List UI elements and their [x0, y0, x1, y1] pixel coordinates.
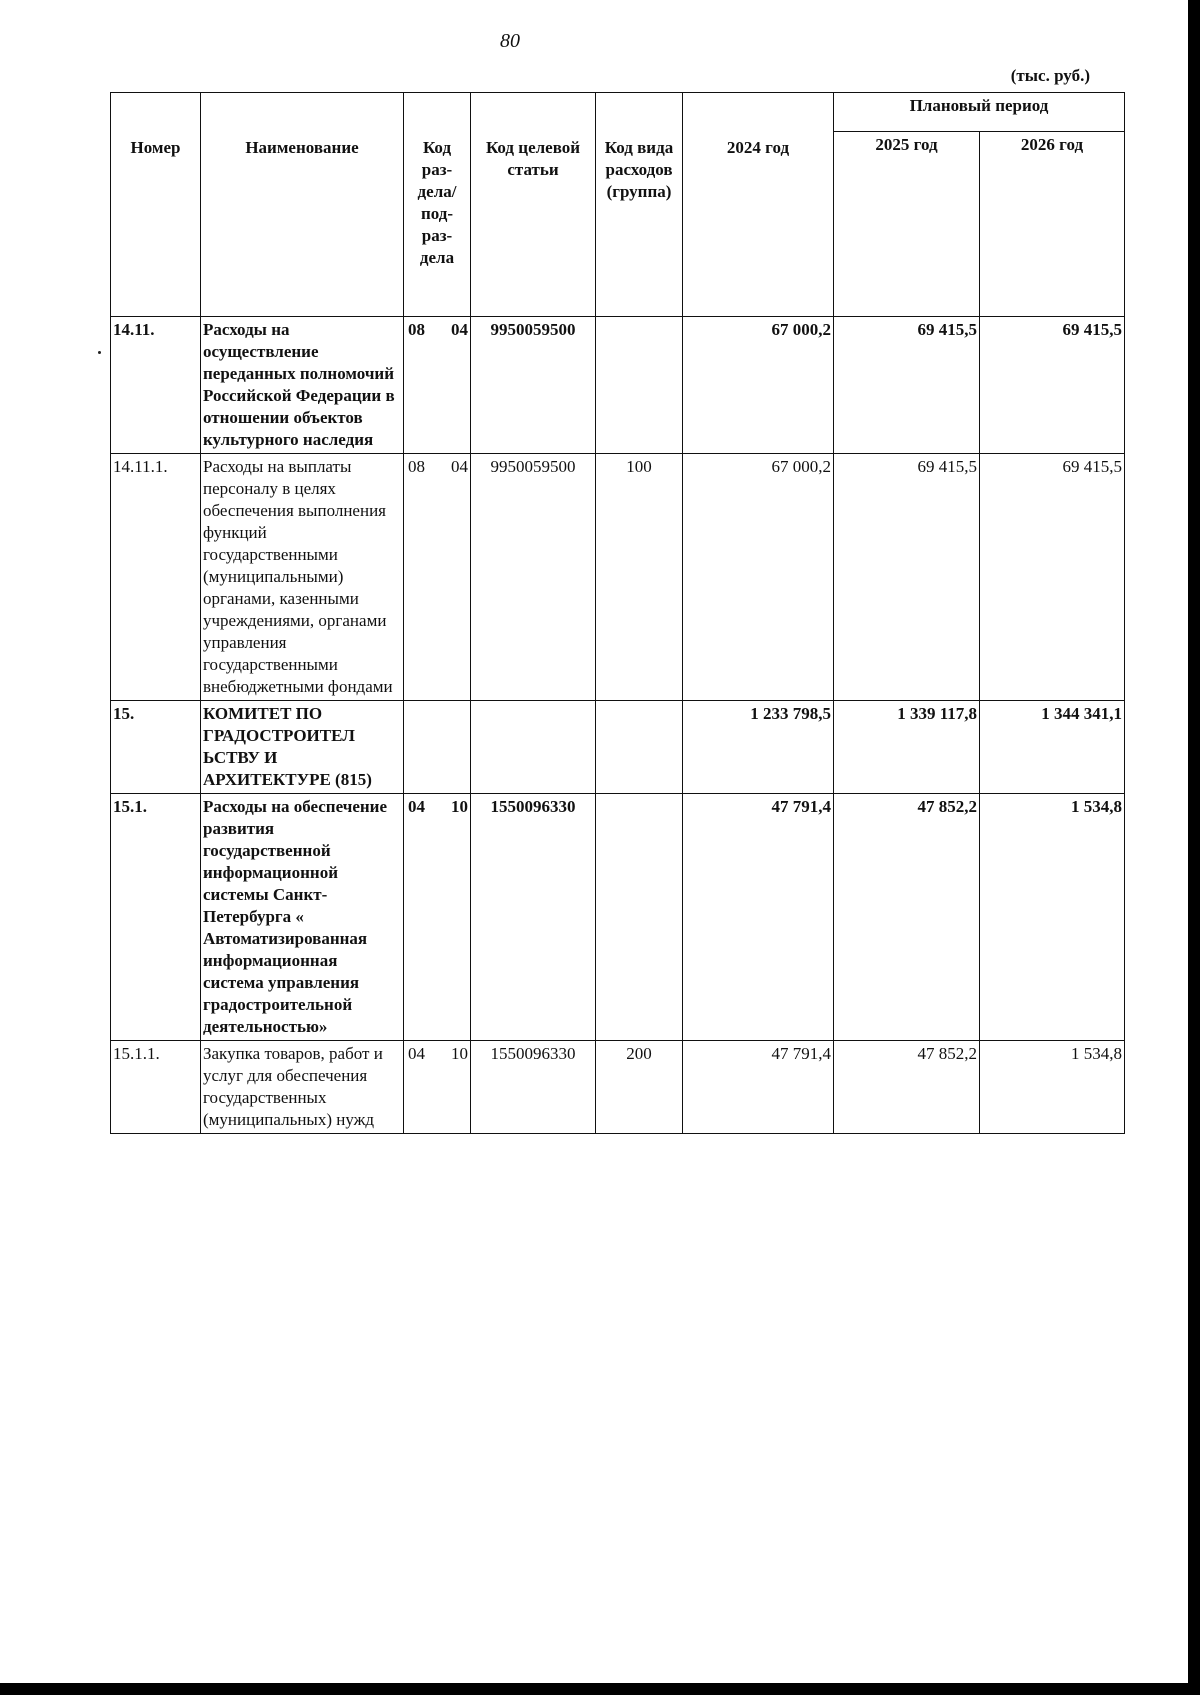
row-target-code: 9950059500: [471, 317, 596, 454]
row-section-code: [404, 701, 471, 794]
scan-border-right: [1188, 0, 1200, 1695]
row-2026: 1 534,8: [980, 794, 1125, 1041]
row-section-code: [404, 1041, 471, 1134]
row-2024: 1 233 798,5: [683, 701, 834, 794]
row-expense-type: 200: [596, 1041, 683, 1134]
row-2025: 47 852,2: [834, 794, 980, 1041]
row-2024: 67 000,2: [683, 454, 834, 701]
row-2024: 67 000,2: [683, 317, 834, 454]
table-row: [111, 317, 1125, 454]
row-subsection: 10: [451, 1044, 468, 1063]
row-target-code: 1550096330: [471, 1041, 596, 1134]
scan-border-bottom: [0, 1683, 1200, 1695]
row-2025: 47 852,2: [834, 1041, 980, 1134]
row-name: Расходы на осуществление переданных полномочий Российской Федерации в отношении объектов культурного наследия: [201, 317, 404, 454]
header-year-2025: 2025 год: [834, 132, 980, 317]
row-name: Расходы на обеспечение развития государственной информационной системы Санкт-Петербурга « Автоматизированная информационная система управления градостроительной деятельностью»: [201, 794, 404, 1041]
row-name: Закупка товаров, работ и услуг для обеспечения государственных (муниципальных) нужд: [201, 1041, 404, 1134]
row-number: 15.1.: [111, 794, 201, 1041]
header-expense-type: Код вида расходов (группа): [596, 93, 683, 317]
row-2025: 69 415,5: [834, 454, 980, 701]
row-expense-type: [596, 701, 683, 794]
header-target-code: Код целевой статьи: [471, 93, 596, 317]
header-name: Наименование: [201, 93, 404, 317]
row-2025: 1 339 117,8: [834, 701, 980, 794]
header-year-2024: 2024 год: [683, 93, 834, 317]
table-row: [111, 454, 1125, 701]
row-subsection: 04: [451, 320, 468, 339]
row-2026: 69 415,5: [980, 454, 1125, 701]
row-target-code: 9950059500: [471, 454, 596, 701]
row-expense-type: 100: [596, 454, 683, 701]
row-number: 15.1.1.: [111, 1041, 201, 1134]
row-expense-type: [596, 794, 683, 1041]
page-number: 80: [500, 30, 520, 52]
row-section: 08: [408, 457, 425, 476]
header-row-1: [111, 93, 1125, 132]
row-section: 04: [408, 1044, 425, 1063]
row-section: 08: [408, 320, 425, 339]
row-section-code: [404, 454, 471, 701]
row-name: КОМИТЕТ ПО ГРАДОСТРОИТЕЛ ЬСТВУ И АРХИТЕКТУРЕ (815): [201, 701, 404, 794]
header-planned-period: Плановый период: [834, 93, 1125, 132]
table-row: [111, 794, 1125, 1041]
row-2025: 69 415,5: [834, 317, 980, 454]
row-expense-type: [596, 317, 683, 454]
row-target-code: 1550096330: [471, 794, 596, 1041]
row-number: 15.: [111, 701, 201, 794]
header-year-2026: 2026 год: [980, 132, 1125, 317]
row-target-code: [471, 701, 596, 794]
scan-dot: [98, 351, 101, 354]
row-number: 14.11.1.: [111, 454, 201, 701]
budget-table: [110, 92, 1125, 1134]
table-body: [111, 317, 1125, 1134]
table-row: [111, 701, 1125, 794]
row-subsection: 04: [451, 457, 468, 476]
table-row: [111, 1041, 1125, 1134]
units-label: (тыс. руб.): [1010, 66, 1090, 85]
row-2026: 1 534,8: [980, 1041, 1125, 1134]
header-section-code: Код раз- дела/ под- раз- дела: [404, 93, 471, 317]
row-subsection: 10: [451, 797, 468, 816]
row-section-code: [404, 317, 471, 454]
row-name: Расходы на выплаты персоналу в целях обеспечения выполнения функций государственными (муниципальными) органами, казенными учреждениями, органами управления государственными внебюджетными фондами: [201, 454, 404, 701]
row-2024: 47 791,4: [683, 1041, 834, 1134]
header-number: Номер: [111, 93, 201, 317]
row-2024: 47 791,4: [683, 794, 834, 1041]
row-2026: 1 344 341,1: [980, 701, 1125, 794]
row-2026: 69 415,5: [980, 317, 1125, 454]
row-section-code: [404, 794, 471, 1041]
row-section: 04: [408, 797, 425, 816]
row-number: 14.11.: [111, 317, 201, 454]
